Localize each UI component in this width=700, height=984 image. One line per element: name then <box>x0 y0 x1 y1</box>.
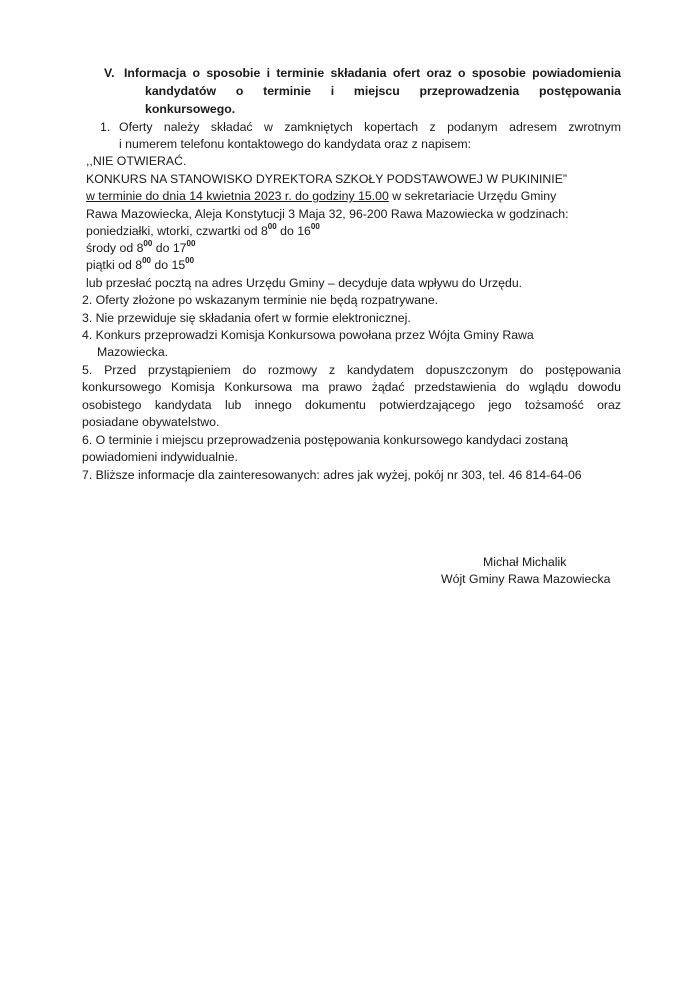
item2: 2. Oferty złożone po wskazanym terminie nie będą rozpatrywane. <box>82 293 439 307</box>
hours-fri-sup-end: 00 <box>185 255 195 265</box>
item4-line2: Mazowiecka. <box>97 345 169 359</box>
signature-title: Wójt Gminy Rawa Mazowiecka <box>441 572 611 586</box>
item5-line2: konkursowego Komisja Konkursowa ma prawo żądać przedstawienia do wglądu dowodu <box>82 380 621 394</box>
hours-fri-mid: do 15 <box>150 258 186 272</box>
hours-wed-mid: do 17 <box>152 241 187 255</box>
post-line: lub przesłać pocztą na adres Urzędu Gminy – decyduje data wpływu do Urzędu. <box>86 276 523 290</box>
deadline-line <box>86 188 556 206</box>
item3: 3. Nie przewiduje się składania ofert w formie elektronicznej. <box>82 311 411 325</box>
item5-line4: posiadane obywatelstwo. <box>82 415 220 429</box>
hours-wed-label: środy od 8 <box>86 241 144 255</box>
quote-open: ,,NIE OTWIERAĆ. <box>86 154 187 168</box>
hours-mon-sup-end: 00 <box>310 221 320 231</box>
hours-wed-sup-start: 00 <box>143 238 153 248</box>
item1-line1: Oferty należy składać w zamkniętych kopertach z podanym adresem zwrotnym <box>119 120 621 134</box>
item5-line3: osobistego kandydata lub innego dokumentu potwierdzającego jego tożsamość oraz <box>82 398 621 412</box>
item6-line1: 6. O terminie i miejscu przeprowadzenia postępowania konkursowego kandydaci zostaną <box>82 433 568 447</box>
section-heading-line3: konkursowego. <box>145 102 236 116</box>
quote-title: KONKURS NA STANOWISKO DYREKTORA SZKOŁY PODSTAWOWEJ W PUKININIE” <box>86 172 568 186</box>
hours-wed-sup-end: 00 <box>186 238 196 248</box>
item5-line1: 5. Przed przystąpieniem do rozmowy z kandydatem dopuszczonym do postępowania <box>82 363 621 377</box>
hours-fri-sup-start: 00 <box>142 255 151 265</box>
section-number: V. <box>104 66 115 80</box>
deadline-underlined: w terminie do dnia 14 kwietnia 2023 r. do godziny 15.00 <box>86 189 389 203</box>
section-heading-line1: Informacja o sposobie i terminie składania ofert oraz o sposobie powiadomienia <box>124 66 621 80</box>
address-line: Rawa Mazowiecka, Aleja Konstytucji 3 Maja 32, 96-200 Rawa Mazowiecka w godzinach: <box>86 207 569 221</box>
hours-fri-label: piątki od 8 <box>86 258 143 272</box>
item1-line2: i numerem telefonu kontaktowego do kandydata oraz z napisem: <box>119 137 472 151</box>
hours-mon <box>86 223 320 241</box>
item7: 7. Bliższe informacje dla zainteresowanych: adres jak wyżej, pokój nr 303, tel. 46 814-64-06 <box>82 468 582 482</box>
item4-line1: 4. Konkurs przeprowadzi Komisja Konkursowa powołana przez Wójta Gminy Rawa <box>82 328 534 342</box>
hours-mon-mid: do 16 <box>276 224 311 238</box>
hours-mon-sup-start: 00 <box>267 221 277 231</box>
item6-line2: powiadomieni indywidualnie. <box>82 450 238 464</box>
hours-mon-label: poniedziałki, wtorki, czwartki od 8 <box>86 224 268 238</box>
item1-number: 1. <box>100 120 111 134</box>
deadline-rest: w sekretariacie Urzędu Gminy <box>388 189 557 203</box>
hours-wed <box>86 240 195 258</box>
section-heading-line2: kandydatów o terminie i miejscu przeprowadzenia postępowania <box>145 84 621 98</box>
hours-fri <box>86 257 194 275</box>
signature-name: Michał Michalik <box>483 555 567 569</box>
